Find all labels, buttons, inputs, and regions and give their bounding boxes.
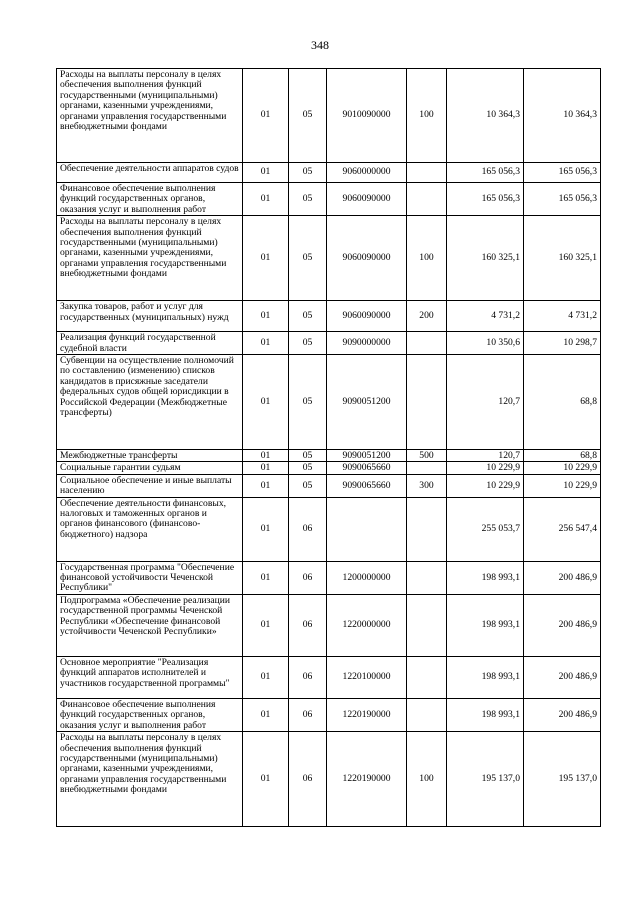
table-row xyxy=(57,355,601,450)
row-amount-year2: 165 056,3 xyxy=(524,183,601,216)
row-section: 01 xyxy=(243,216,289,301)
row-expense-type: 300 xyxy=(407,474,447,497)
row-amount-year2: 200 486,9 xyxy=(524,698,601,731)
row-name: Субвенции на осуществление полномочий по составлению (изменению) списков кандидатов в присяжные заседатели федеральных судов общей юрисдикции в Российской Федерации (Межбюджетные трансферты) xyxy=(57,355,243,450)
row-section: 01 xyxy=(243,332,289,355)
row-section: 01 xyxy=(243,474,289,497)
row-amount-year1: 10 229,9 xyxy=(447,474,524,497)
row-amount-year2: 200 486,9 xyxy=(524,561,601,594)
row-amount-year1: 165 056,3 xyxy=(447,183,524,216)
row-expense-type xyxy=(407,698,447,731)
row-section: 01 xyxy=(243,462,289,474)
row-amount-year2: 200 486,9 xyxy=(524,656,601,698)
table-row xyxy=(57,698,601,731)
row-subsection: 05 xyxy=(289,163,327,183)
budget-table xyxy=(56,68,601,827)
row-section: 01 xyxy=(243,450,289,462)
row-name: Межбюджетные трансферты xyxy=(57,450,243,462)
row-subsection: 06 xyxy=(289,732,327,827)
row-subsection: 06 xyxy=(289,497,327,561)
row-section: 01 xyxy=(243,594,289,656)
row-amount-year1: 4 731,2 xyxy=(447,301,524,332)
row-section: 01 xyxy=(243,163,289,183)
row-amount-year1: 195 137,0 xyxy=(447,732,524,827)
table-row xyxy=(57,301,601,332)
row-expense-type xyxy=(407,355,447,450)
row-expense-type xyxy=(407,462,447,474)
row-subsection: 05 xyxy=(289,474,327,497)
row-subsection: 06 xyxy=(289,656,327,698)
table-row xyxy=(57,69,601,163)
row-name: Расходы на выплаты персоналу в целях обеспечения выполнения функций государственными (муниципальными) органами, казенными учреждениями, органами управления государственными внебюджетными фондами xyxy=(57,69,243,163)
row-subsection: 05 xyxy=(289,216,327,301)
row-target-item xyxy=(327,497,407,561)
row-subsection: 05 xyxy=(289,301,327,332)
row-target-item: 9060090000 xyxy=(327,301,407,332)
row-amount-year1: 10 229,9 xyxy=(447,462,524,474)
row-amount-year1: 120,7 xyxy=(447,450,524,462)
row-amount-year2: 165 056,3 xyxy=(524,163,601,183)
row-name: Социальное обеспечение и иные выплаты населению xyxy=(57,474,243,497)
row-name: Основное мероприятие "Реализация функций аппаратов исполнителей и участников государственной программы" xyxy=(57,656,243,698)
row-subsection: 05 xyxy=(289,450,327,462)
row-target-item: 1220100000 xyxy=(327,656,407,698)
row-target-item: 9090000000 xyxy=(327,332,407,355)
table-row xyxy=(57,594,601,656)
table-row xyxy=(57,656,601,698)
row-name: Расходы на выплаты персоналу в целях обеспечения выполнения функций государственными (муниципальными) органами, казенными учреждениями, органами управления государственными внебюджетными фондами xyxy=(57,732,243,827)
row-amount-year2: 10 364,3 xyxy=(524,69,601,163)
row-expense-type xyxy=(407,561,447,594)
table-row xyxy=(57,216,601,301)
row-section: 01 xyxy=(243,183,289,216)
row-name: Реализация функций государственной судебной власти xyxy=(57,332,243,355)
row-expense-type: 200 xyxy=(407,301,447,332)
row-section: 01 xyxy=(243,698,289,731)
row-amount-year2: 195 137,0 xyxy=(524,732,601,827)
row-target-item: 9010090000 xyxy=(327,69,407,163)
row-amount-year1: 198 993,1 xyxy=(447,594,524,656)
row-subsection: 05 xyxy=(289,183,327,216)
row-amount-year1: 120,7 xyxy=(447,355,524,450)
row-name: Подпрограмма «Обеспечение реализации государственной программы Чеченской Республики «Обеспечение финансовой устойчивости Чеченской Республики» xyxy=(57,594,243,656)
row-section: 01 xyxy=(243,301,289,332)
table-row xyxy=(57,561,601,594)
row-name: Закупка товаров, работ и услуг для государственных (муниципальных) нужд xyxy=(57,301,243,332)
row-amount-year1: 198 993,1 xyxy=(447,656,524,698)
row-expense-type: 100 xyxy=(407,69,447,163)
row-target-item: 1220000000 xyxy=(327,594,407,656)
row-target-item: 9090065660 xyxy=(327,474,407,497)
row-section: 01 xyxy=(243,497,289,561)
page-number: 348 xyxy=(311,38,329,52)
row-section: 01 xyxy=(243,355,289,450)
row-subsection: 05 xyxy=(289,462,327,474)
table-row xyxy=(57,732,601,827)
row-amount-year1: 255 053,7 xyxy=(447,497,524,561)
table-body xyxy=(57,69,601,827)
row-name: Социальные гарантии судьям xyxy=(57,462,243,474)
row-subsection: 06 xyxy=(289,698,327,731)
row-expense-type xyxy=(407,497,447,561)
table-row xyxy=(57,462,601,474)
row-name: Обеспечение деятельности аппаратов судов xyxy=(57,163,243,183)
row-section: 01 xyxy=(243,561,289,594)
row-expense-type xyxy=(407,594,447,656)
row-amount-year1: 198 993,1 xyxy=(447,561,524,594)
row-section: 01 xyxy=(243,732,289,827)
row-target-item: 9060090000 xyxy=(327,183,407,216)
row-target-item: 1200000000 xyxy=(327,561,407,594)
row-target-item: 9060000000 xyxy=(327,163,407,183)
row-amount-year2: 4 731,2 xyxy=(524,301,601,332)
row-target-item: 9090051200 xyxy=(327,355,407,450)
row-name: Государственная программа "Обеспечение финансовой устойчивости Чеченской Республики" xyxy=(57,561,243,594)
row-amount-year2: 256 547,4 xyxy=(524,497,601,561)
table-row xyxy=(57,497,601,561)
row-section: 01 xyxy=(243,656,289,698)
row-name: Финансовое обеспечение выполнения функций государственных органов, оказания услуг и выполнения работ xyxy=(57,698,243,731)
row-target-item: 1220190000 xyxy=(327,732,407,827)
row-expense-type: 500 xyxy=(407,450,447,462)
table-row xyxy=(57,450,601,462)
row-amount-year2: 10 229,9 xyxy=(524,474,601,497)
row-amount-year1: 165 056,3 xyxy=(447,163,524,183)
row-amount-year1: 10 364,3 xyxy=(447,69,524,163)
row-subsection: 06 xyxy=(289,561,327,594)
row-subsection: 05 xyxy=(289,69,327,163)
table-row xyxy=(57,183,601,216)
row-amount-year2: 10 298,7 xyxy=(524,332,601,355)
row-expense-type: 100 xyxy=(407,216,447,301)
row-amount-year2: 68,8 xyxy=(524,355,601,450)
row-expense-type xyxy=(407,163,447,183)
row-amount-year1: 198 993,1 xyxy=(447,698,524,731)
row-amount-year2: 200 486,9 xyxy=(524,594,601,656)
table-row xyxy=(57,332,601,355)
row-name: Расходы на выплаты персоналу в целях обеспечения выполнения функций государственными (муниципальными) органами, казенными учреждениями, органами управления государственными внебюджетными фондами xyxy=(57,216,243,301)
row-amount-year2: 68,8 xyxy=(524,450,601,462)
row-target-item: 1220190000 xyxy=(327,698,407,731)
row-target-item: 9090051200 xyxy=(327,450,407,462)
row-expense-type: 100 xyxy=(407,732,447,827)
row-amount-year1: 10 350,6 xyxy=(447,332,524,355)
row-section: 01 xyxy=(243,69,289,163)
row-subsection: 06 xyxy=(289,594,327,656)
row-amount-year2: 160 325,1 xyxy=(524,216,601,301)
row-expense-type xyxy=(407,656,447,698)
table-row xyxy=(57,163,601,183)
row-name: Обеспечение деятельности финансовых, налоговых и таможенных органов и органов финансового (финансово-бюджетного) надзора xyxy=(57,497,243,561)
row-name: Финансовое обеспечение выполнения функций государственных органов, оказания услуг и выполнения работ xyxy=(57,183,243,216)
row-amount-year1: 160 325,1 xyxy=(447,216,524,301)
row-target-item: 9060090000 xyxy=(327,216,407,301)
table-row xyxy=(57,474,601,497)
row-subsection: 05 xyxy=(289,332,327,355)
row-target-item: 9090065660 xyxy=(327,462,407,474)
row-expense-type xyxy=(407,183,447,216)
row-expense-type xyxy=(407,332,447,355)
row-subsection: 05 xyxy=(289,355,327,450)
row-amount-year2: 10 229,9 xyxy=(524,462,601,474)
